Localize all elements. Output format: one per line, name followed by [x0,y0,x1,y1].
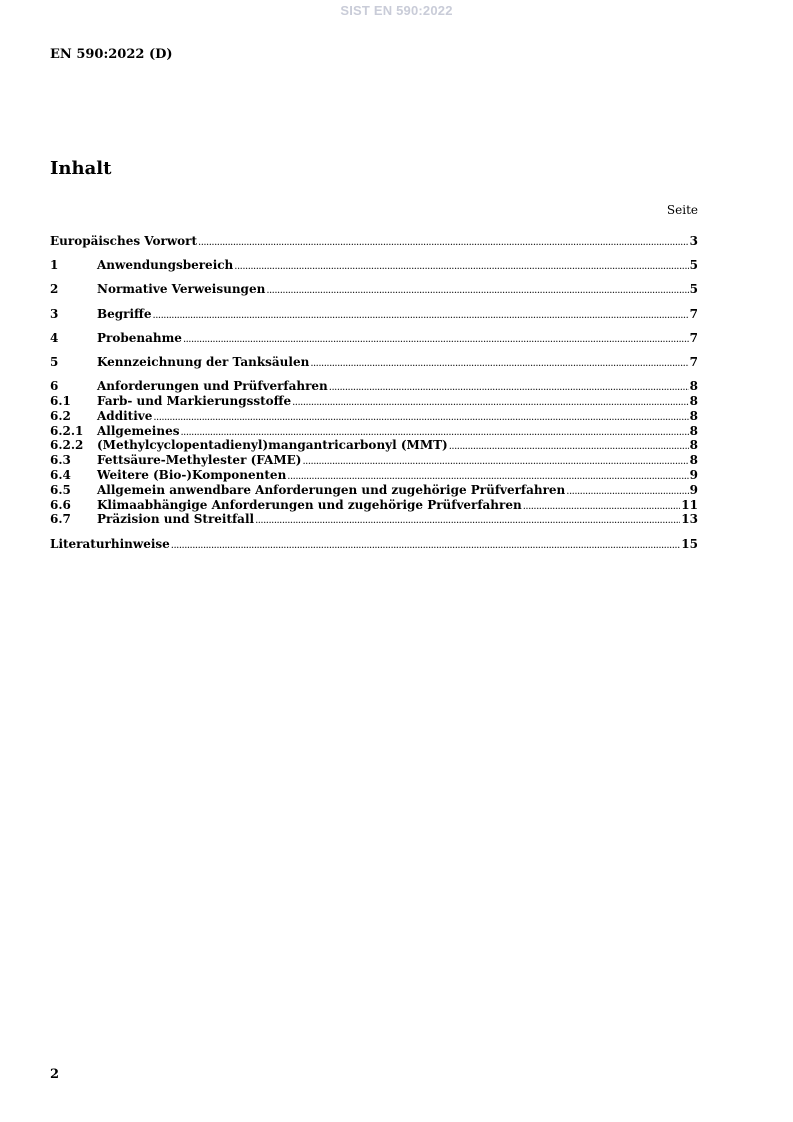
toc-entry-title: Anforderungen und Prüfverfahren [97,379,328,394]
toc-entry-page: 8 [689,393,698,408]
toc-entry-page: 3 [689,234,698,248]
toc-entry-page: 8 [689,408,698,423]
toc-entry-1[interactable] [50,258,698,273]
toc-entry-title: Weitere (Bio-)Komponenten [97,467,287,482]
toc-entry-title: Allgemein anwendbare Anforderungen und zugehörige Prüfverfahren [97,482,566,497]
toc-entry-page: 5 [689,258,698,273]
toc-entry-page: 9 [689,467,698,482]
toc-entry-title: Europäisches Vorwort [50,234,198,248]
toc-entry-title: Begriffe [97,306,152,321]
toc-entry-title: Präzision und Streitfall [97,512,255,527]
toc-entry-number: 6.2.1 [50,423,84,438]
toc-entry-page: 15 [681,537,698,552]
toc-entry-page: 5 [689,282,698,297]
dot-leader [255,514,680,529]
toc-entry-6-7[interactable] [50,512,698,527]
toc-entry-6-6[interactable] [50,498,698,513]
table-of-contents [50,234,698,552]
toc-entry-page: 8 [689,379,698,394]
document-id: EN 590:2022 (D) [50,47,173,62]
toc-entry-page: 7 [689,354,698,369]
dot-leader [153,411,688,426]
toc-entry-number: 5 [50,354,59,369]
toc-entry-page: 8 [689,423,698,438]
toc-entry-page: 9 [689,482,698,497]
toc-entry-page: 11 [681,497,698,512]
toc-entry-6-2-1[interactable] [50,424,698,439]
toc-entry-number: 6.2.2 [50,438,84,453]
toc-entry-6-2-2[interactable] [50,438,698,453]
toc-entry-title: Anwendungsbereich [97,258,234,273]
dot-leader [234,260,688,275]
page-column-label: Seite [666,203,698,217]
toc-entry-bibliography[interactable] [50,537,698,552]
toc-heading: Inhalt [50,158,112,179]
toc-entry-title: Probenahme [97,330,182,345]
toc-entry-title: Literaturhinweise [50,537,170,552]
toc-entry-number: 6.4 [50,467,71,482]
toc-entry-6-4[interactable] [50,468,698,483]
toc-entry-title: (Methylcyclopentadienyl)mangantricarbonyl (MMT) [97,438,448,453]
toc-entry-number: 6.3 [50,453,71,468]
watermark: SIST EN 590:2022 [340,3,453,18]
toc-entry-title: Farb- und Markierungsstoffe [97,393,292,408]
toc-entry-number: 2 [50,282,59,297]
toc-entry-3[interactable] [50,307,698,322]
toc-entry-page: 13 [681,512,698,527]
toc-entry-title: Allgemeines [97,423,180,438]
dot-leader [183,333,689,348]
toc-entry-6-2[interactable] [50,409,698,424]
dot-leader [266,284,688,299]
toc-entry-number: 6.1 [50,393,71,408]
toc-entry-title: Fettsäure-Methylester (FAME) [97,453,302,468]
toc-entry-number: 3 [50,306,59,321]
toc-entry-number: 1 [50,258,59,273]
dot-leader [302,455,688,470]
toc-entry-number: 6.5 [50,482,71,497]
toc-entry-page: 7 [689,306,698,321]
dot-leader [292,396,689,411]
toc-entry-4[interactable] [50,331,698,346]
toc-entry-number: 6.7 [50,512,71,527]
dot-leader [566,485,688,500]
toc-entry-title: Klimaabhängige Anforderungen und zugehörige Prüfverfahren [97,497,522,512]
toc-entry-number: 6.6 [50,497,71,512]
dot-leader [198,236,689,251]
dot-leader [329,381,689,396]
toc-entry-page: 8 [689,438,698,453]
toc-entry-page: 7 [689,330,698,345]
toc-entry-5[interactable] [50,355,698,370]
toc-entry-2[interactable] [50,282,698,297]
dot-leader [449,440,689,455]
toc-entry-title: Additive [97,408,153,423]
toc-entry-number: 4 [50,330,59,345]
toc-entry-page: 8 [689,453,698,468]
toc-entry-6-1[interactable] [50,394,698,409]
toc-entry-number: 6 [50,379,59,394]
dot-leader [171,539,681,554]
page-number: 2 [50,1067,60,1082]
toc-entry-6[interactable] [50,379,698,394]
toc-entry-title: Normative Verweisungen [97,282,266,297]
toc-entry-foreword[interactable] [50,234,698,249]
toc-entry-title: Kennzeichnung der Tanksäulen [97,354,310,369]
dot-leader [310,357,688,372]
toc-entry-number: 6.2 [50,408,71,423]
dot-leader [523,500,681,515]
dot-leader [153,309,689,324]
toc-entry-6-5[interactable] [50,483,698,498]
toc-entry-6-3[interactable] [50,453,698,468]
